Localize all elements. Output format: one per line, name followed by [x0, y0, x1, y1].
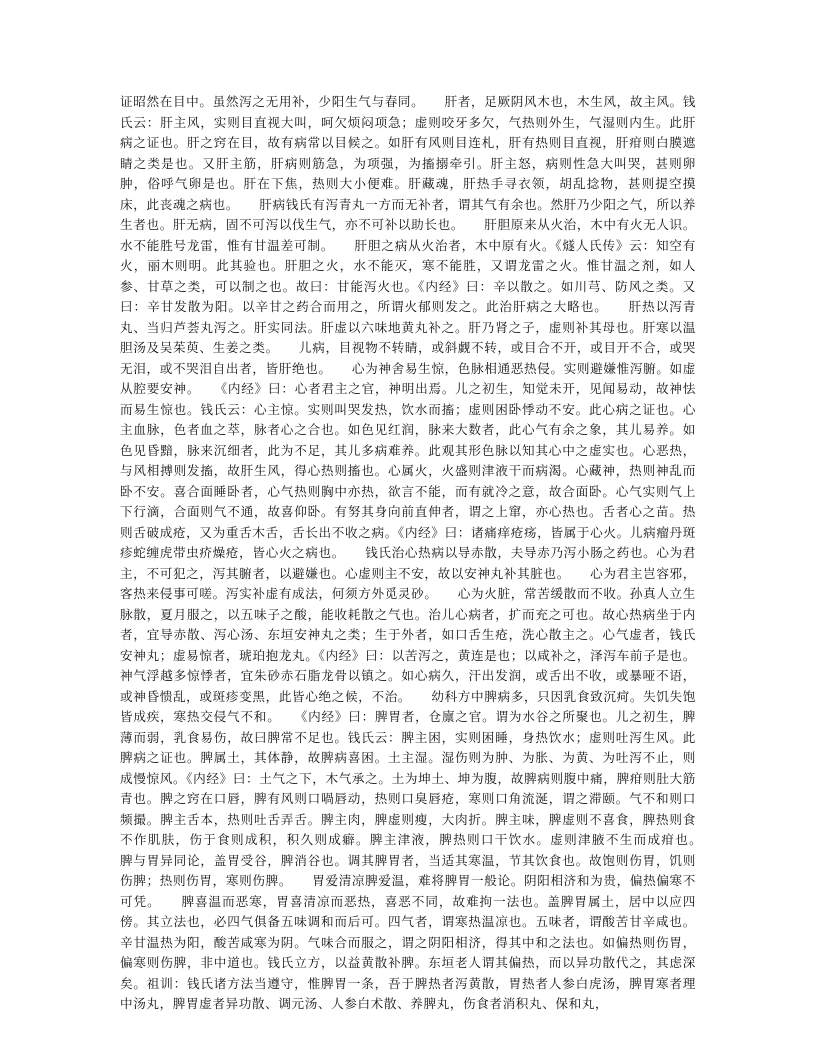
body-text: 证昭然在目中。虽然泻之无用补，少阳生气与春同。 肝者，足厥阴风木也，木生风，故主风。钱氏云：肝主风，实则目直视大叫，呵欠烦闷项急；虚则咬牙多欠，气热则外生，气湿则内生。此肝病之证也。肝之窍在目，故有病常以目候之。如肝有风则目连札，肝有热则目直视，肝疳则白膜遮睛之类是也。又肝主筋，肝病则筋急，为项强，为搐搦牵引。肝主怒，病则性急大叫哭，甚则卵肿，俗呼气卵是也。肝在下焦，热则大小便难。肝藏魂，肝热手寻衣领，胡乱捻物，甚则提空摸床，此丧魂之病也。 肝病钱氏有泻青丸一方而无补者，谓其气有余也。然肝乃少阳之气，所以养生者也。肝无病，固不可泻以伐生气，亦不可补以助长也。 肝胆原来从火治，木中有火无人识。水不能胜号龙雷，惟有甘温差可制。 肝胆之病从火治者，木中原有火。《燧人氏传》云：知空有火，丽木则明。此其验也。肝胆之火，水不能灭，寒不能胜，又谓龙雷之火。惟甘温之剂，如人参、甘草之类，可以制之也。故曰：甘能泻火也。《内经》曰：辛以散之。如川芎、防风之类。又曰：辛甘发散为阳。以辛甘之药合而用之，所谓火郁则发之。此治肝病之大略也。 肝热以泻青丸、当归芦荟丸泻之。肝实同法。肝虚以六味地黄丸补之。肝乃肾之子，虚则补其母也。肝寒以温胆汤及吴茱萸、生姜之类。 儿病，目视物不转睛，或斜觑不转，或目合不开，或目开不合，或哭无泪，或不哭泪自出者，皆肝绝也。 心为神舍易生惊，色脉相通恶热侵。实则避嫌惟泻腑。如虚从腔要安神。 《内经》曰：心者君主之官，神明出焉。儿之初生，知觉未开，见闻易动，故神怯而易生惊也。钱氏云：心主惊。实则叫哭发热，饮水而搐；虚则困卧悸动不安。此心病之证也。心主血脉，色者血之萃，脉者心之合也。如色见红润，脉来大数者，此心气有余之象，其儿易养。如色见昏黯，脉来沉细者，此为不足，其儿多病难养。此观其形色脉以知其心中之虚实也。心恶热，与风相搏则发搐，故肝生风，得心热则搐也。心属火，火盛则津液干而病渴。心藏神，热则神乱而卧不安。喜合面睡卧者，心气热则胸中亦热，欲言不能，而有就冷之意，故合面卧。心气实则气上下行滴，合面则气不通，故喜仰卧。有努其身向前直伸者，谓之上窜，亦心热也。舌者心之苗。热则舌破成疮，又为重舌木舌，舌长出不收之病。《内经》曰：诸痛痒疮疡，皆属于心火。儿病瘤丹斑疹蛇缠虎带虫疥燥疮，皆心火之病也。 钱氏治心热病以导赤散，夫导赤乃泻小肠之药也。心为君主，不可犯之，泻其腑者，以避嫌也。心虚则主不安，故以安神丸补其脏也。 心为君主岂容邪，客热来侵事可嗟。泻实补虚有成法，何须方外觅灵砂。 心为火脏，常苦缓散而不收。孙真人立生脉散，夏月服之，以五味子之酸，能收耗散之气也。治儿心病者，扩而充之可也。故心热病坐于内者，宜导赤散、泻心汤、东垣安神丸之类；生于外者，如口舌生疮，洗心散主之。心气虚者，钱氏安神丸；虚易惊者，琥珀抱龙丸。《内经》曰：以苦泻之，黄连是也；以咸补之，泽泻车前子是也。神气浮越多惊悸者，宜朱砂赤石脂龙骨以镇之。如心病久，汗出发润，或舌出不收，或暴哑不语，或神昏愦乱，或斑疹变黑，此皆心绝之候，不治。 幼科方中脾病多，只因乳食致沉疴。失饥失饱皆成疾，寒热交侵气不和。 《内经》曰：脾胃者，仓廪之官。谓为水谷之所聚也。儿之初生，脾薄而弱，乳食易伤，故曰脾常不足也。钱氏云：脾主困，实则困睡，身热饮水；虚则吐泻生风。此脾病之证也。脾属土，其体静，故脾病喜困。土主湿。湿伤则为肿、为胀、为黄、为吐泻不止，则成慢惊风。《内经》曰：土气之下，木气承之。土为坤土、坤为腹，故脾病则腹中痛，脾疳则肚大筋青也。脾之窍在口唇，脾有风则口喎唇动，热则口臭唇疮，寒则口角流涎，谓之滞颐。气不和则口频撮。脾主舌本，热则吐舌弄舌。脾主肉，脾虚则瘦，大肉折。脾主味，脾虚则不喜食，脾热则食不作肌肤，伤于食则成积，积久则成癖。脾主津液，脾热则口干饮水。虚则津腋不生而成疳也。 脾与胃异同论，盖胃受谷，脾消谷也。调其脾胃者，当适其寒温，节其饮食也。故饱则伤胃，饥则伤脾；热则伤胃，寒则伤脾。 胃爱清凉脾爱温，难将脾胃一般论。阴阳相济和为贵，偏热偏寒不可凭。 脾喜温而恶寒，胃喜清凉而恶热，喜恶不同，故难拘一法也。盖脾胃属土，居中以应四傍。其立法也，必四气俱备五味调和而后可。四气者，谓寒热温凉也。五味者，谓酸苦甘辛咸也。辛甘温热为阳，酸苦咸寒为阴。气味合而服之，谓之阴阳相济，得其中和之法也。如偏热则伤胃，偏寒则伤脾，非中道也。钱氏立方，以益黄散补脾。东垣老人谓其偏热，而以异功散代之，其虑深矣。祖训：钱氏诸方法当遵守，惟脾胃一条，吾于脾热者泻黄散，胃热者人参白虎汤，脾胃寒者理中汤丸，脾胃虚者异功散、调元汤、人参白术散、养脾丸，伤食者消积丸、保和丸， — [120, 94, 723, 1011]
document-page — [120, 92, 723, 1015]
